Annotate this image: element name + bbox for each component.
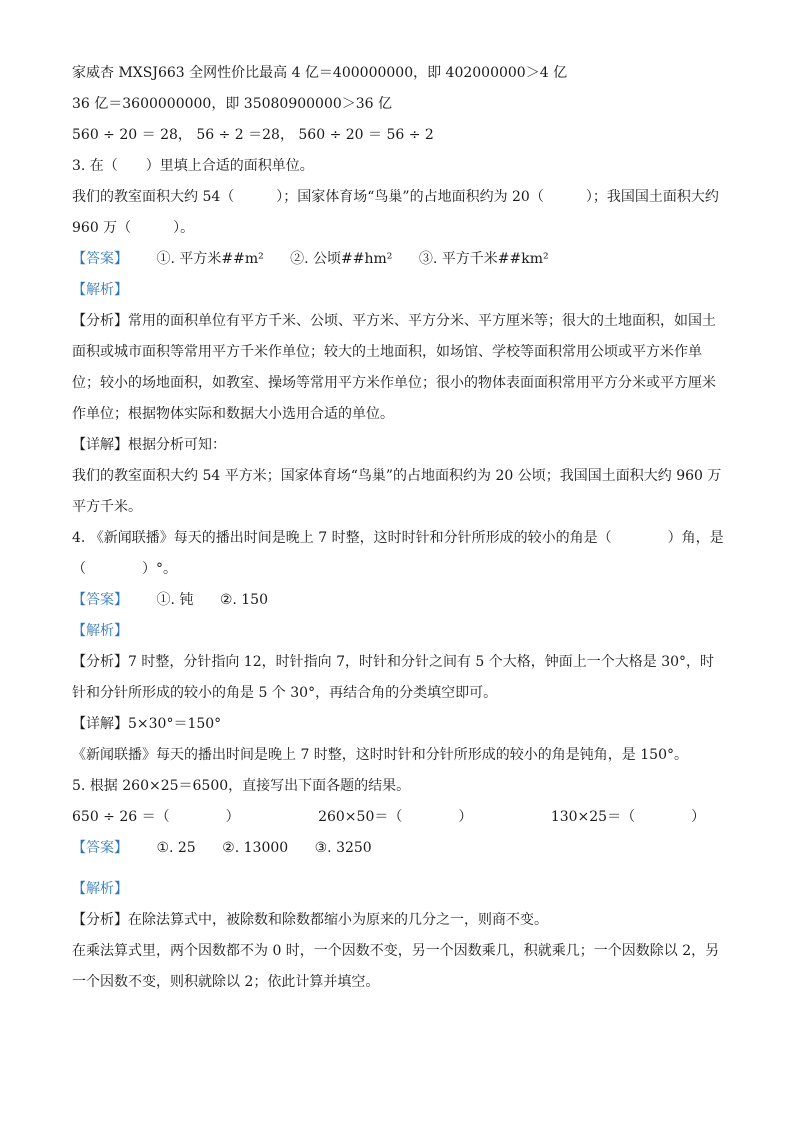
detail-text: 【详解】5×30°＝150° <box>72 716 222 732</box>
text-line: 560 ÷ 20 ＝ 28， 56 ÷ 2 ＝28， 560 ÷ 20 ＝ 56 ÷ 2 <box>72 127 434 143</box>
analysis-text: 在乘法算式里，两个因数都不为 0 时，一个因数不变，另一个因数乘几，积就乘几；一个因数除以 2，另一个因数不变，则积就除以 2；依此计算并填空。 <box>72 943 720 990</box>
analysis-tag: 【解析】 <box>72 282 128 298</box>
answer-item: ①. 平方米##m² <box>156 251 264 267</box>
question-4-title-cont: （ ）°。 <box>72 561 177 577</box>
answer-item: ①. 25 <box>156 840 196 856</box>
answer-item: ②. 13000 <box>222 840 289 856</box>
answer-item: ①. 钝 <box>156 592 194 608</box>
answer-tag: 【答案】 <box>72 251 128 267</box>
question-4-title: 4. 《新闻联播》每天的播出时间是晚上 7 时整，这时时针和分针所形成的较小的角是（ ）角，是 <box>72 530 724 546</box>
question-3-stem-cont: 960 万（ ）。 <box>72 220 195 236</box>
answer-item: ②. 150 <box>219 592 268 608</box>
question-3-title: 3. 在（ ）里填上合适的面积单位。 <box>72 158 314 174</box>
question-4-answer <box>72 585 722 616</box>
document-page <box>72 58 722 998</box>
detail-body: 我们的教室面积大约 54 平方米；国家体育场“鸟巢”的占地面积约为 20 公顷；我国国土面积大约 960 万平方千米。 <box>72 468 722 515</box>
answer-tag: 【答案】 <box>72 840 128 856</box>
question-5-title: 5. 根据 260×25＝6500，直接写出下面各题的结果。 <box>72 778 411 794</box>
text-line: 36 亿＝3600000000，即 35080900000＞36 亿 <box>72 96 393 112</box>
answer-item: ③. 平方千米##km² <box>418 251 549 267</box>
equation: 260×50＝（ ） <box>318 809 473 825</box>
detail-text: 【详解】根据分析可知： <box>72 437 226 453</box>
equation: 650 ÷ 26 ＝（ ） <box>72 809 240 825</box>
answer-item: ②. 公顷##hm² <box>290 251 393 267</box>
equation: 130×25＝（ ） <box>550 809 706 825</box>
analysis-text: 【分析】7 时整，分针指向 12，时针指向 7，时针和分针之间有 5 个大格，钟面上一个大格是 30°，时针和分针所形成的较小的角是 5 个 30°，再结合角的分类填空即可。 <box>72 654 715 701</box>
analysis-tag: 【解析】 <box>72 623 128 639</box>
text-line: 家威杏 MXSJ663 全网性价比最高 4 亿＝400000000，即 402000000＞4 亿 <box>72 65 568 81</box>
detail-body: 《新闻联播》每天的播出时间是晚上 7 时整，这时时针和分针所形成的较小的角是钝角，是 150°。 <box>72 747 688 763</box>
question-3-stem: 我们的教室面积大约 54（ ）；国家体育场“鸟巢”的占地面积约为 20（ ）；我国国土面积大约 <box>72 189 719 205</box>
analysis-text: 【分析】在除法算式中，被除数和除数都缩小为原来的几分之一，则商不变。 <box>72 912 548 928</box>
answer-item: ③. 3250 <box>314 840 372 856</box>
question-3-answer <box>72 244 722 275</box>
analysis-text: 【分析】常用的面积单位有平方千米、公顷、平方米、平方分米、平方厘米等；很大的土地面积，如国土面积或城市面积等常用平方千米作单位；较大的土地面积，如场馆、学校等面积常用公顷或平方米作单位；较小的场地面积，如教室、操场等常用平方米作单位；很小的物体表面面积常用平方分米或平方厘米作单位；根据物体实际和数据大小选用合适的单位。 <box>72 313 716 422</box>
question-5-answer <box>72 833 722 864</box>
question-5-equations <box>72 802 722 833</box>
answer-tag: 【答案】 <box>72 592 128 608</box>
analysis-tag: 【解析】 <box>72 881 128 897</box>
